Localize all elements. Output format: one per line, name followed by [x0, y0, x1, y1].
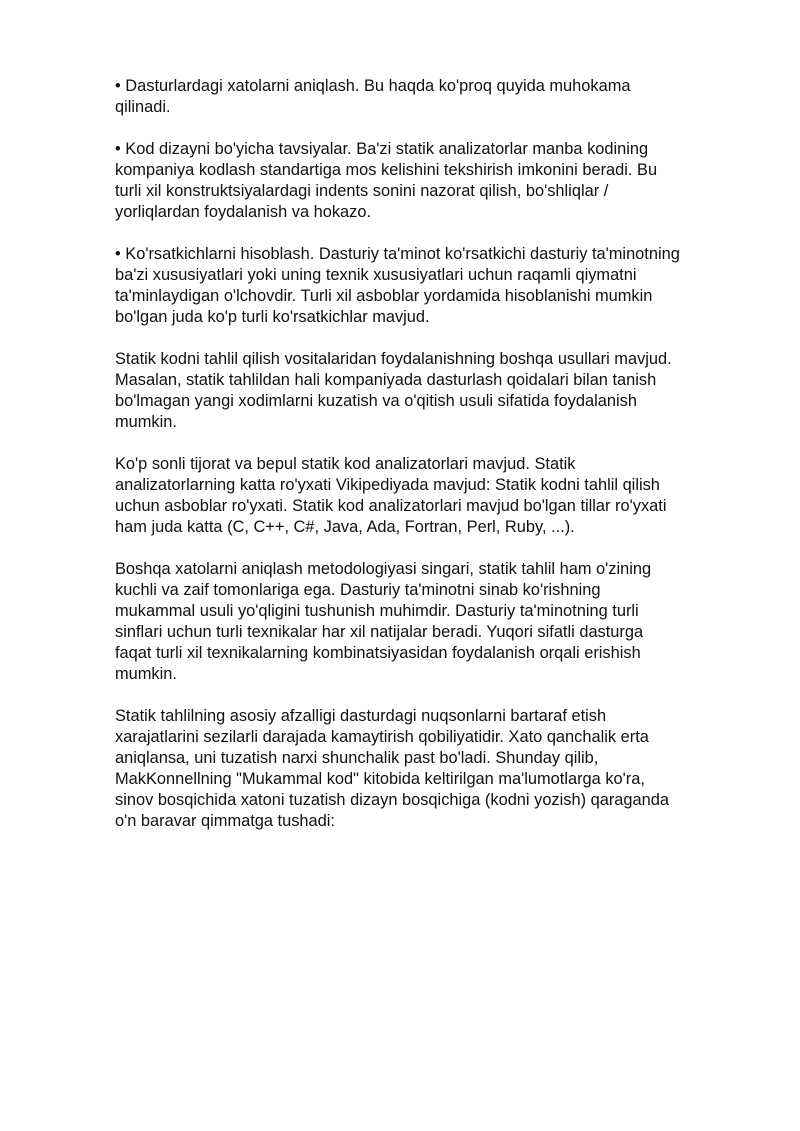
bullet-paragraph-metrics: • Ko'rsatkichlarni hisoblash. Dasturiy ta'minot ko'rsatkichi dasturiy ta'minotning ba'zi xususiyatlari yoki uning texnik xususiyatlari uchun raqamli qiymatni ta'minlaydigan o'lchovdir. Turli xil asboblar yordamida hisoblanishi mumkin bo'lgan juda ko'p turli ko'rsatkichlar mavjud. [115, 245, 680, 326]
paragraph-main-advantage: Statik tahlilning asosiy afzalligi dasturdagi nuqsonlarni bartaraf etish xarajatlarini sezilarli darajada kamaytirish qobiliyatidir. Xato qanchalik erta aniqlansa, uni tuzatish narxi shunchalik past bo'ladi. Shunday qilib, MakKonnellning "Mukammal kod" kitobida keltirilgan ma'lumotlarga ko'ra, sinov bosqichida xatoni tuzatish dizayn bosqichiga (kodni yozish) qaraganda o'n baravar qimmatga tushadi: [115, 707, 669, 830]
paragraph-strengths-weaknesses: Boshqa xatolarni aniqlash metodologiyasi singari, statik tahlil ham o'zining kuchli va zaif tomonlariga ega. Dasturiy ta'minotni sinab ko'rishning mukammal usuli yo'qligini tushunish muhimdir. Dasturiy ta'minotning turli sinflari uchun turli texnikalar har xil natijalar beradi. Yuqori sifatli dasturga faqat turli xil texnikalarning kombinatsiyasidan foydalanish orqali erishish mumkin. [115, 560, 652, 683]
paragraph-other-uses: Statik kodni tahlil qilish vositalaridan foydalanishning boshqa usullari mavjud. Masalan, statik tahlildan hali kompaniyada dasturlash qoidalari bilan tanish bo'lmagan yangi xodimlarni kuzatish va o'qitish usuli sifatida foydalanish mumkin. [115, 350, 672, 431]
bullet-paragraph-error-detection: • Dasturlardagi xatolarni aniqlash. Bu haqda ko'proq quyida muhokama qilinadi. [115, 77, 631, 116]
document-page [115, 76, 745, 853]
bullet-paragraph-code-design: • Kod dizayni bo'yicha tavsiyalar. Ba'zi statik analizatorlar manba kodining kompaniya kodlash standartiga mos kelishini tekshirish imkonini beradi. Bu turli xil konstruktsiyalardagi indents sonini nazorat qilish, bo'shliqlar / yorliqlardan foydalanish va hokazo. [115, 140, 658, 221]
paragraph-analyzers-list: Ko'p sonli tijorat va bepul statik kod analizatorlari mavjud. Statik analizatorlarning katta ro'yxati Vikipediyada mavjud: Statik kodni tahlil qilish uchun asboblar ro'yxati. Statik kod analizatorlari mavjud bo'lgan tillar ro'yxati ham juda katta (C, C++, C#, Java, Ada, Fortran, Perl, Ruby, ...). [115, 455, 667, 536]
